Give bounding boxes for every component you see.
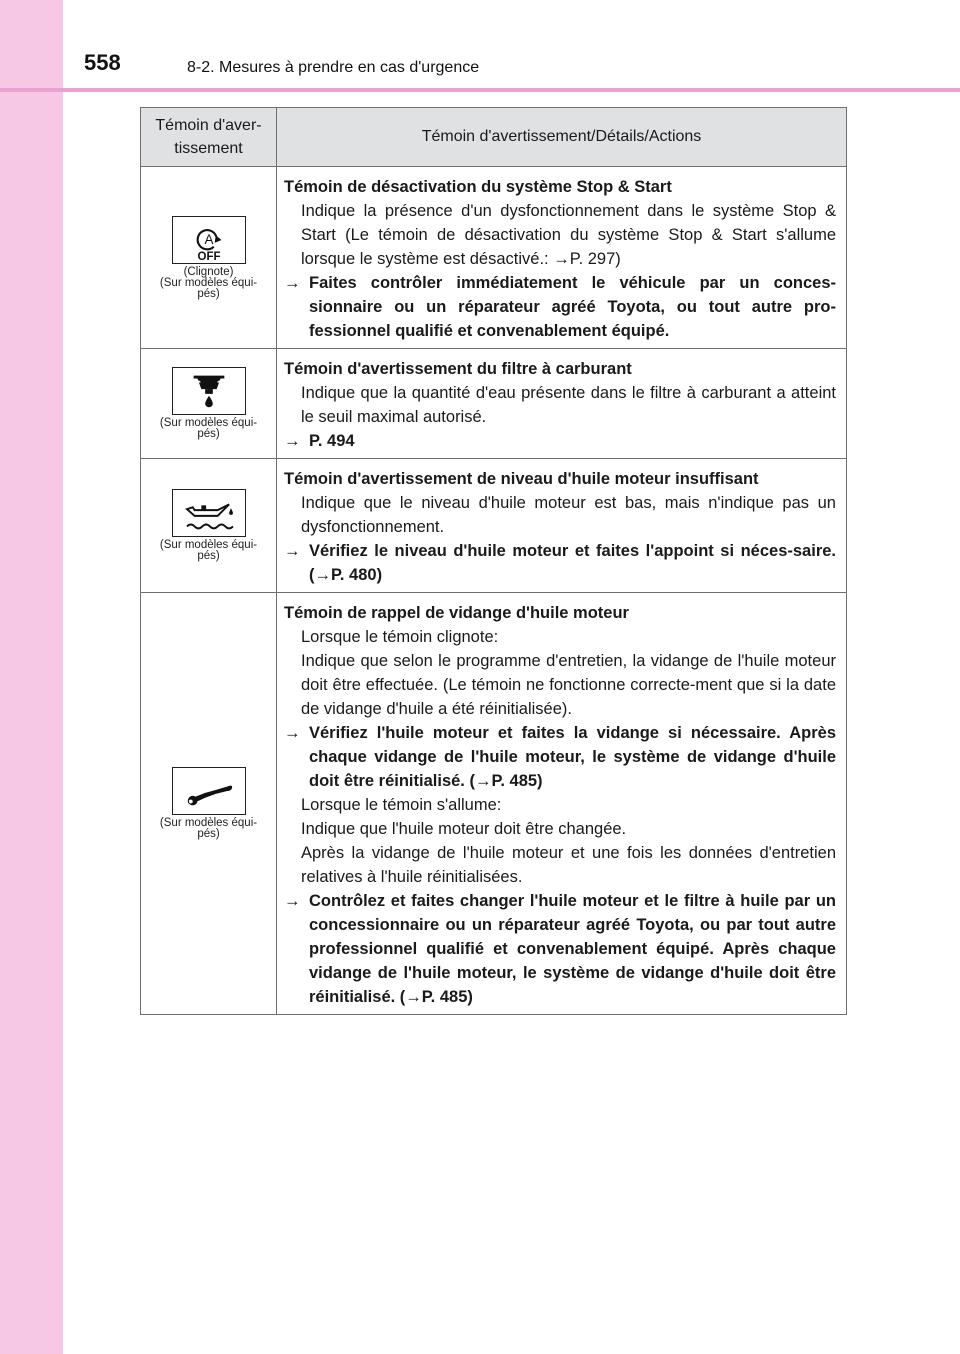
column-header-light-line1: Témoin d'aver-	[155, 117, 262, 134]
header-rule	[0, 88, 960, 92]
reference-arrow: →	[474, 772, 492, 790]
warning-description: Indique que la quantité d'eau présente dans le filtre à carburant a atteint le seuil maximal autorisé.	[301, 384, 836, 426]
caption-line: (Sur modèles équi-	[159, 817, 258, 829]
action-instruction	[284, 271, 836, 343]
wrench-icon	[172, 767, 246, 815]
icon-caption	[144, 267, 273, 300]
warning-description: Indique que le niveau d'huile moteur est bas, mais n'indique pas un dysfonctionnement.	[301, 494, 836, 536]
warning-title: Témoin d'avertissement de niveau d'huile moteur insuffisant	[284, 470, 759, 488]
caption-line: pés)	[197, 828, 220, 840]
details-cell	[277, 593, 847, 1015]
lit-condition: Lorsque le témoin s'allume:	[301, 796, 502, 814]
side-color-band	[0, 0, 63, 1354]
reference-arrow: →	[405, 988, 422, 1006]
action-text: Vérifiez le niveau d'huile moteur et faites l'appoint si néces-saire. (	[309, 542, 836, 584]
section-title: 8-2. Mesures à prendre en cas d'urgence	[187, 59, 480, 76]
page-number: 558	[84, 50, 121, 75]
icon-cell	[141, 593, 277, 1015]
low-oil-level-icon	[172, 489, 246, 537]
caption-line: pés)	[197, 287, 220, 300]
action-instruction	[284, 429, 836, 453]
page-reference: P. 494	[309, 432, 355, 450]
warning-title: Témoin d'avertissement du filtre à carburant	[284, 360, 632, 378]
table-row	[141, 167, 847, 349]
table-header-row	[141, 108, 847, 167]
icon-cell	[141, 459, 277, 593]
caption-line: pés)	[197, 428, 220, 440]
warning-description: Indique que selon le programme d'entretien, la vidange de l'huile moteur doit être effectuée. (Le témoin ne fonctionne correcte-ment que si la date de vidange d'huile a été réinitialisée).	[301, 652, 836, 718]
action-text: Vérifiez l'huile moteur et faites la vidange si nécessaire. Après chaque vidange de l'huile moteur, le système de vidange d'huile doit être réinitialisé. (	[309, 724, 836, 790]
details-cell	[277, 459, 847, 593]
icon-caption	[144, 540, 273, 562]
details-cell	[277, 167, 847, 349]
action-instruction	[284, 721, 836, 793]
table-row	[141, 349, 847, 459]
details-cell	[277, 349, 847, 459]
stop-start-off-icon	[172, 216, 246, 264]
page-reference: P. 485)	[421, 988, 473, 1006]
warning-light-table	[140, 107, 847, 1015]
action-instruction	[284, 539, 836, 587]
action-instruction	[284, 889, 836, 1009]
action-text: Contrôlez et faites changer l'huile moteur et le filtre à huile par un concessionnaire ou un réparateur agréé Toyota, ou par tout autre professionnel qualifié et convenablement équipé. Après chaque vidange de l'huile moteur, le système de vidange d'huile doit être réinitialisé. (	[309, 892, 836, 1006]
fuel-filter-icon	[172, 367, 246, 415]
description-text: Indique la présence d'un dysfonctionnement dans le système Stop & Start (Le témoin de désactivation du système Stop & Start s'allume lorsque le système est désactivé.:	[301, 202, 836, 268]
caption-line: (Sur modèles équi-	[159, 417, 258, 429]
warning-description: Indique que l'huile moteur doit être changée.	[301, 820, 627, 838]
reference-arrow: →	[314, 566, 331, 584]
arrow-icon: →	[284, 542, 301, 560]
page-reference: P. 485)	[491, 772, 543, 790]
table-row	[141, 459, 847, 593]
column-header-light-line2: tissement	[174, 140, 243, 157]
icon-cell	[141, 349, 277, 459]
page-reference: P. 297)	[569, 250, 621, 268]
svg-text:A: A	[204, 231, 213, 247]
icon-caption	[144, 418, 273, 440]
blink-condition: Lorsque le témoin clignote:	[301, 628, 499, 646]
svg-text:OFF: OFF	[197, 250, 220, 263]
caption-line: pés)	[197, 550, 220, 562]
arrow-icon: →	[284, 274, 301, 292]
warning-title: Témoin de rappel de vidange d'huile moteur	[284, 604, 629, 622]
table-row	[141, 593, 847, 1015]
column-header-light	[141, 108, 277, 167]
warning-title: Témoin de désactivation du système Stop & Start	[284, 178, 672, 196]
arrow-icon: →	[284, 432, 301, 450]
arrow-icon: →	[284, 724, 301, 742]
column-header-details: Témoin d'avertissement/Détails/Actions	[277, 108, 847, 167]
warning-description	[284, 199, 836, 271]
icon-cell	[141, 167, 277, 349]
action-text: Faites contrôler immédiatement le véhicule par un conces-sionnaire ou un réparateur agréé Toyota, ou tout autre pro-fessionnel qualifié et convenablement équipé.	[309, 274, 836, 340]
icon-caption	[144, 818, 273, 840]
caption-line: (Clignote)	[183, 265, 234, 278]
page-reference: P. 480)	[331, 566, 383, 584]
caption-line: (Sur modèles équi-	[159, 539, 258, 551]
reference-arrow: →	[553, 250, 570, 268]
arrow-icon: →	[284, 892, 301, 910]
caption-line: (Sur modèles équi-	[159, 276, 258, 289]
warning-description: Après la vidange de l'huile moteur et une fois les données d'entretien relatives à l'huile réinitialisées.	[301, 844, 836, 886]
